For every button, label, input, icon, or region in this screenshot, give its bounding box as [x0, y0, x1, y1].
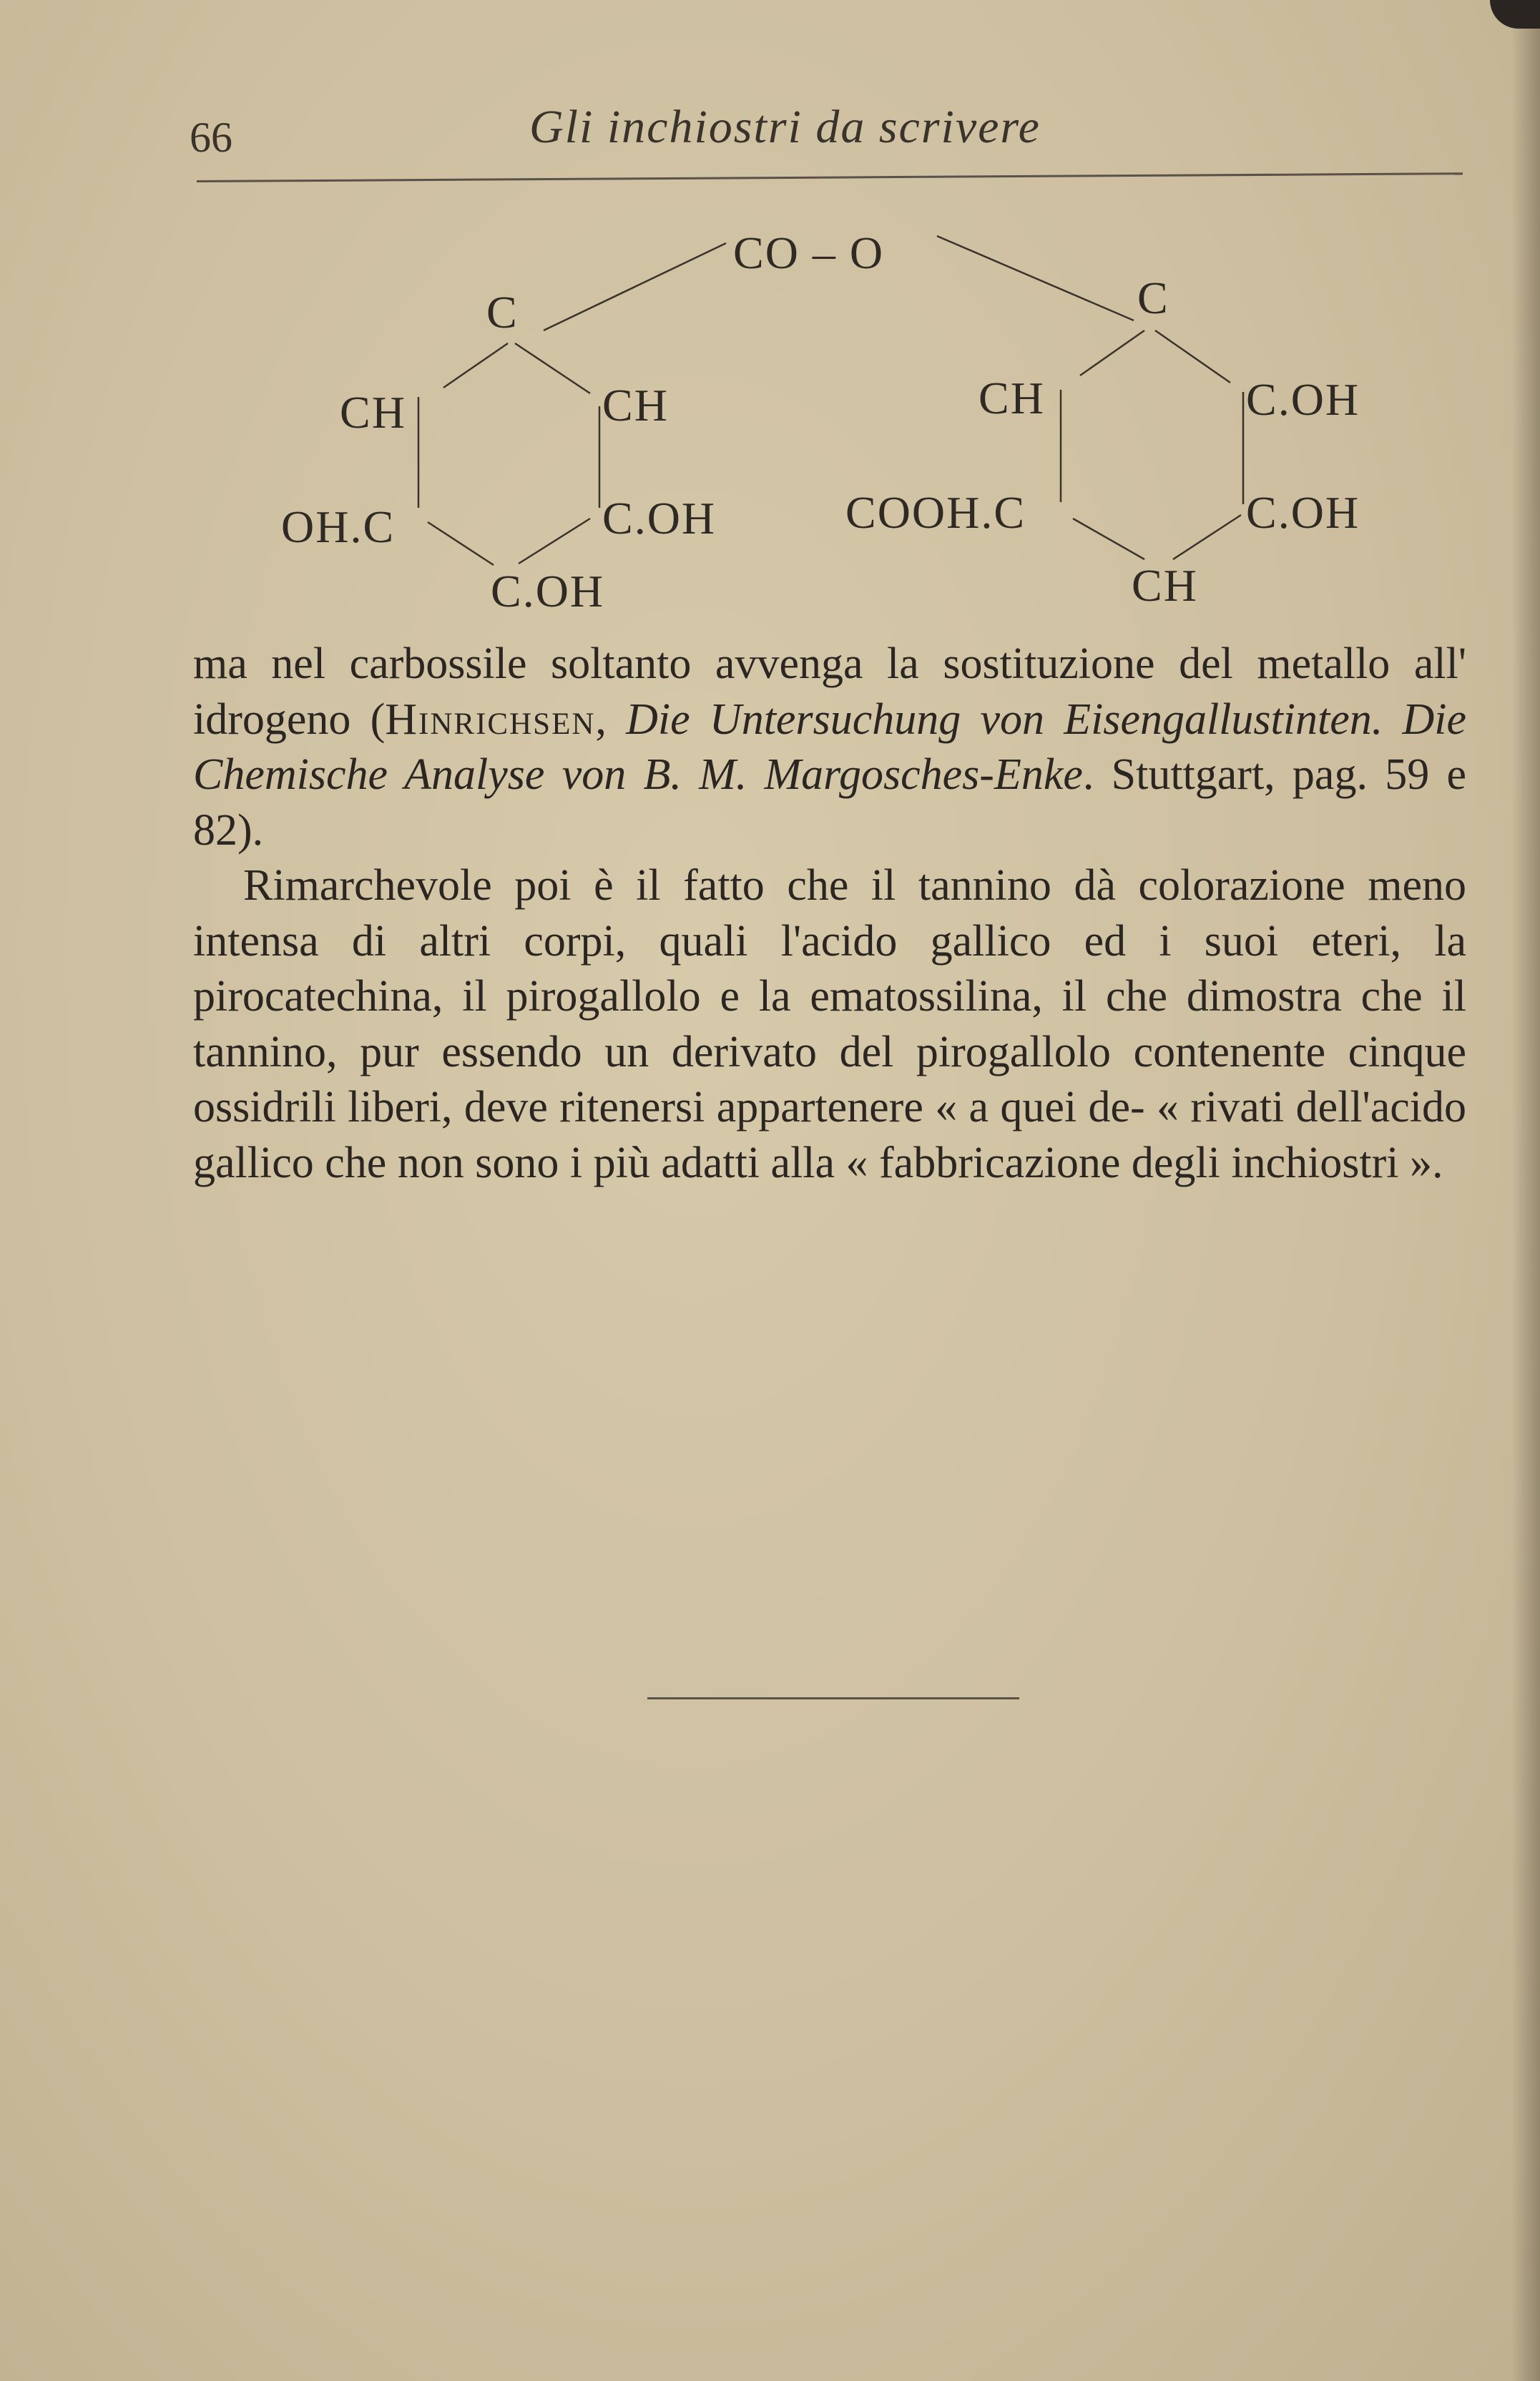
header-rule: [197, 172, 1463, 182]
running-title: Gli inchiostri da scrivere: [529, 101, 1041, 153]
left-ring-lower-right: C.OH: [602, 493, 717, 544]
p1-text-c: . Stuttgart, pag. 59 e 82).: [193, 750, 1466, 855]
left-ring-bottom: C.OH: [491, 566, 605, 617]
running-head: [0, 0, 1540, 200]
right-ring-bottom: CH: [1132, 560, 1198, 611]
left-ring-lower-left: OH.C: [281, 501, 396, 552]
left-ring-top: C: [486, 287, 519, 338]
p1-text-b: ,: [595, 694, 627, 744]
author-name: Hinrichsen: [385, 694, 596, 744]
right-ring-upper-left: CH: [979, 373, 1045, 423]
paragraph-1: [193, 637, 1466, 858]
p1-text-a: ma nel carbossile soltanto avvenga la sostituzione del metallo all' idrogeno (: [193, 639, 1466, 744]
body-text: [193, 637, 1466, 1191]
right-ring-lower-right: C.OH: [1246, 487, 1360, 538]
paragraph-2: Rimarchevole poi è il fatto che il tannino dà colorazione meno intensa di altri corpi, quali l'acido gallico ed i suoi eteri, la pirocatechina, il pirogallolo e la ematossilina, il che dimostra che il tannino, pur essendo un derivato del pirogallolo contenente cinque ossidrili liberi, deve ritenersi appartenere « a quei de- « rivati dell'acido gallico che non sono i più adatti alla « fabbricazione degli inchiostri ».: [193, 861, 1466, 1187]
page-number: 66: [190, 114, 232, 161]
right-ring-top: C: [1137, 273, 1169, 323]
left-ring-upper-right: CH: [602, 380, 669, 431]
bridge-label: CO – O: [733, 227, 885, 278]
right-ring-lower-left: COOH.C: [845, 487, 1026, 538]
end-rule: [647, 1697, 1019, 1699]
right-ring-upper-right: C.OH: [1246, 374, 1360, 425]
left-ring-upper-left: CH: [340, 387, 406, 438]
bibliographic-reference: Die Untersuchung von Eisengallustinten. Die Chemische Analyse von B. M. Margosches-Enke: [193, 694, 1466, 799]
chemical-formula: [0, 215, 1540, 629]
